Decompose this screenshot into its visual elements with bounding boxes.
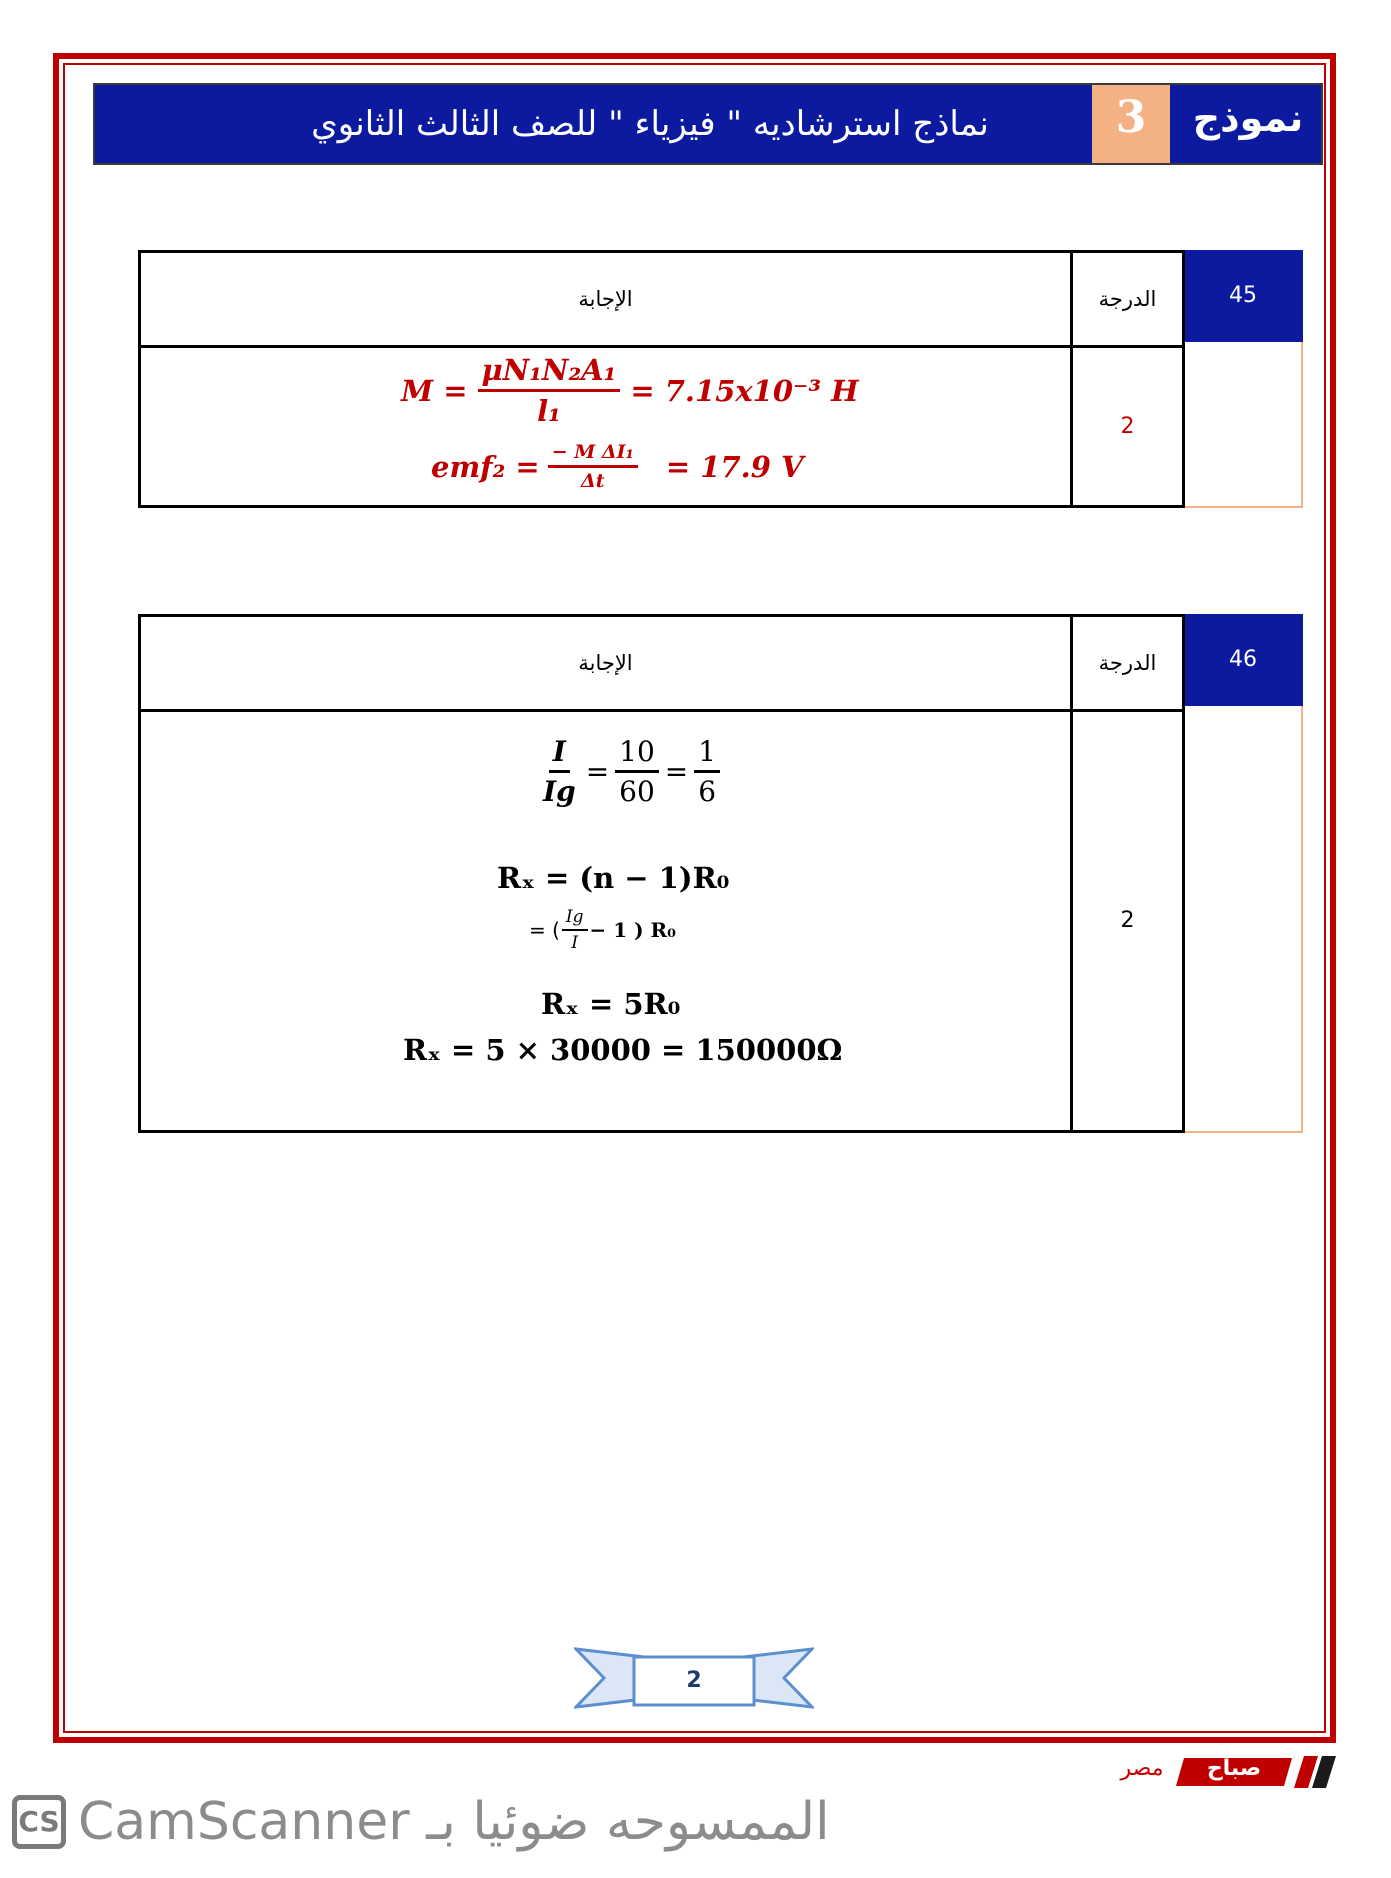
eq-result: = 17.9 V [665,449,804,484]
eq-suffix: − 1 ) R₀ [589,918,676,942]
grade-header: الدرجة [1098,651,1157,675]
eq-numerator: Ig [562,907,588,931]
camscanner-watermark: الممسوحه ضوئيا بـ CamScanner [78,1792,830,1852]
answer-header: الإجابة [578,287,633,311]
eq-numerator: I [549,735,570,773]
eq-numerator: μN₁N₂A₁ [478,353,621,392]
eq-lhs: emf₂ = [431,449,540,484]
emf-equation [431,441,803,492]
grade-header: الدرجة [1098,287,1157,311]
brand-name: صباح [1206,1756,1262,1781]
model-number: 3 [1092,85,1170,163]
model-label: نموذج [1192,96,1304,140]
eq-result: = 7.15x10⁻³ H [630,373,859,408]
eq-denominator: 6 [698,775,717,808]
question-number: 46 [1183,614,1303,706]
resistance-result: Rₓ = 5 × 30000 = 150000Ω [403,1033,843,1067]
brand-country: مصر [1120,1756,1164,1781]
eq-denominator: I [571,933,579,953]
answer-header: الإجابة [578,651,633,675]
mutual-inductance-equation [401,353,859,428]
page-number: 2 [686,1668,702,1693]
resistance-ratio-step [529,907,676,953]
eq-denominator: Ig [543,775,576,808]
camscanner-logo: CS [12,1795,66,1849]
eq-numerator: 1 [694,735,720,773]
grade-value: 2 [1120,414,1135,439]
eq-lhs: M = [401,373,468,408]
resistance-multiple: Rₓ = 5R₀ [541,987,681,1021]
grade-value: 2 [1120,908,1135,933]
question-number-tail [1183,342,1303,508]
eq-numerator: − M ΔI₁ [548,441,638,468]
eq-denominator: Δt [581,470,605,492]
brand-logo [1108,1752,1340,1792]
question-number-tail [1183,706,1303,1133]
current-ratio-equation: $\frac{I}{Ig}$ = $\frac{10}{60}$ = $\frac{1}{6}$ [539,735,720,808]
eq-numerator: 10 [615,735,659,773]
eq-denominator: 60 [619,775,655,808]
answer-table [138,614,1185,1133]
eq-prefix: = ( [529,918,560,942]
header-title: نماذج استرشاديه " فيزياء " للصف الثالث الثانوي [311,104,989,144]
header-bar [93,83,1323,165]
question-number: 45 [1183,250,1303,342]
eq-denominator: l₁ [537,394,561,428]
answer-table [138,250,1185,508]
page-number-ribbon [574,1643,814,1713]
resistance-formula: Rₓ = (n − 1)R₀ [497,861,730,895]
